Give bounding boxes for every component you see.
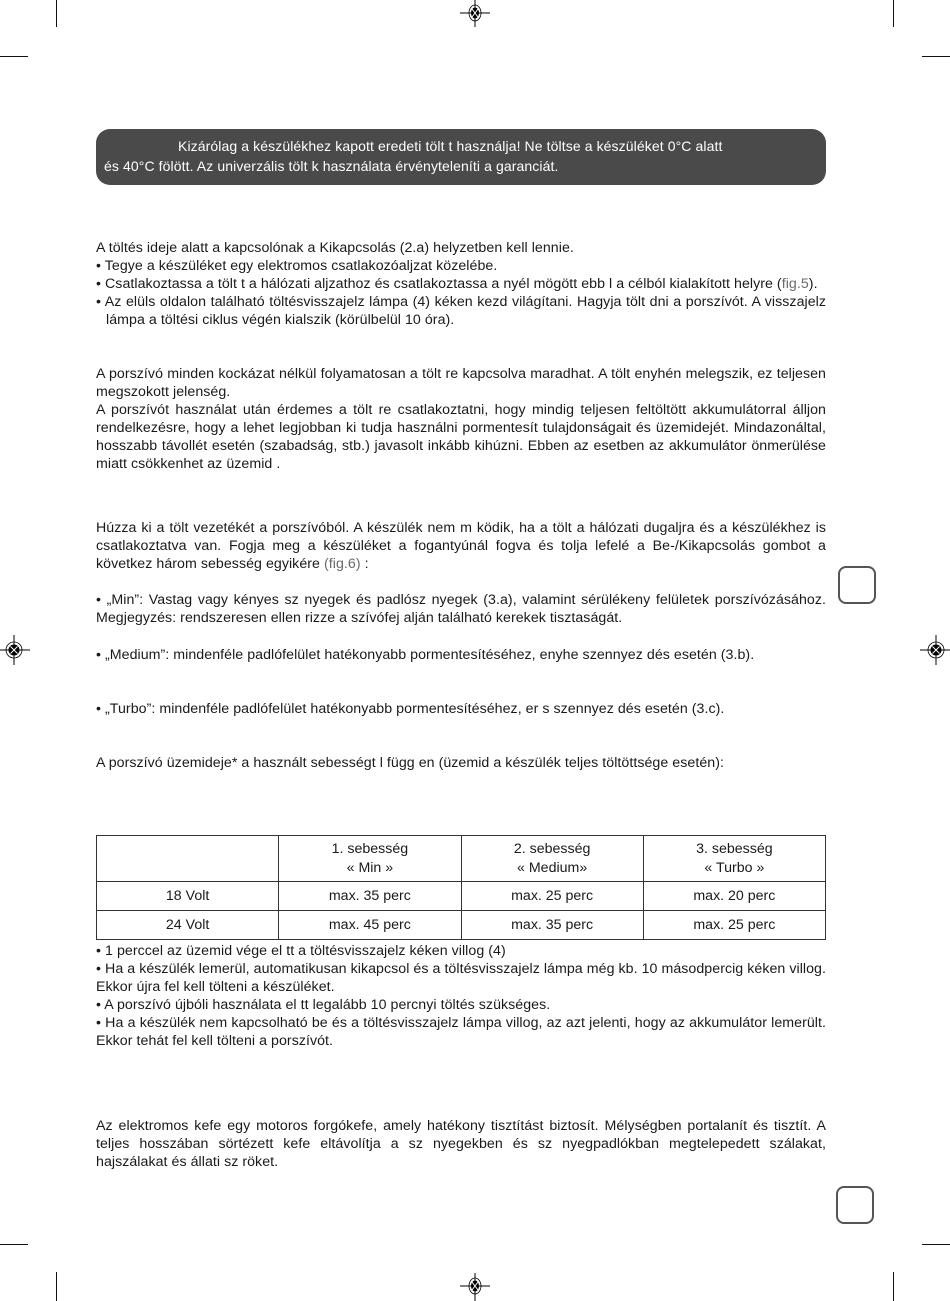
- table-header-cell: [643, 836, 825, 882]
- charging-bullet-1: • Tegye a készüléket egy elektromos csatlakozóaljzat közelébe.: [96, 258, 498, 274]
- usage-intro: [96, 519, 826, 573]
- crop-mark-left-top: [0, 56, 28, 57]
- note-3: • A porszívó újbóli használata el tt legalább 10 percnyi töltés szükséges.: [96, 997, 551, 1013]
- runtime-notes: [96, 942, 826, 1050]
- registration-mark-top-icon: [460, 0, 490, 30]
- note-2: • Ha a készülék lemerül, automatikusan kikapcsol és a töltésvisszajelz lámpa még kb. 10 másodpercig kéken villog. Ekkor újra fel kell tölteni a készüléket.: [96, 961, 826, 995]
- runtime-intro: [96, 754, 826, 772]
- table-row: [97, 882, 826, 911]
- side-tab-marker: [838, 566, 876, 604]
- header-speed-2: 2. sebesség: [513, 840, 591, 857]
- table-cell: max. 25 perc: [461, 882, 643, 911]
- table-cell: max. 25 perc: [643, 911, 825, 940]
- usage-intro-text: Húzza ki a tölt vezetékét a porszívóból. A készülék nem m ködik, ha a tölt a hálózati dugaljra és a készülékhez is csatlakoztatva van. Fogja meg a készüléket a fogantyúnál fogva és tolja lefelé a Be-/Kikapcsolás gombot a következ három sebesség egyikére: [96, 520, 826, 572]
- crop-mark-right-bottom: [922, 1244, 950, 1245]
- charging-section: [96, 239, 826, 329]
- note-1: • 1 perccel az üzemid vége el tt a töltésvisszajelz kéken villog (4): [96, 943, 506, 959]
- charging-bullet-3: • Az elüls oldalon található töltésvisszajelz lámpa (4) kéken kezd világítani. Hagyja tölt dni a porszívót. A visszajelz lámpa a töltési ciklus végén kialszik (körülbelül 10 óra).: [96, 294, 826, 328]
- header-speed-2-name: « Medium»: [517, 859, 588, 876]
- table-cell: max. 35 perc: [461, 911, 643, 940]
- registration-mark-bottom-icon: [460, 1271, 490, 1301]
- table-header-cell: [279, 836, 461, 882]
- charging-bullet-2-text: • Csatlakoztassa a tölt t a hálózati aljzathoz és csatlakoztassa a nyél mögött ebb l a célból kialakított helyre (: [96, 276, 782, 292]
- speed-medium: [96, 646, 826, 664]
- storage-para-1: A porszívó minden kockázat nélkül folyamatosan a tölt re kapcsolva maradhat. A tölt enyhén melegszik, ez teljesen megszokott jelenség.: [96, 366, 826, 400]
- crop-mark-top-right: [893, 0, 894, 27]
- crop-mark-bottom-left: [56, 1272, 57, 1301]
- note-4: • Ha a készülék nem kapcsolható be és a töltésvisszajelz lámpa villog, az azt jelenti, hogy az akkumulátor lemerült. Ekkor tehát fel kell tölteni a porszívót.: [96, 1015, 826, 1049]
- row-label: 18 Volt: [97, 882, 279, 911]
- brush-para: Az elektromos kefe egy motoros forgókefe, amely hatékony tisztítást biztosít. Mélységben portalanít és tisztít. A teljes hosszában sörtézett kefe eltávolítja a sz nyegekben és sz nyegpadlókban megtelepedett szálakat, hajszálakat és állati sz röket.: [96, 1118, 826, 1170]
- table-row: [97, 911, 826, 940]
- speed-medium-text: • „Medium”: mindenféle padlófelület hatékonyabb pormentesítéséhez, enyhe szennyez dés esetén (3.b).: [96, 647, 755, 663]
- warning-text-1: Kizárólag a készülékhez kapott eredeti tölt t használja! Ne töltse a készüléket 0°C alatt: [178, 138, 723, 154]
- table-cell: max. 35 perc: [279, 882, 461, 911]
- speed-turbo: [96, 700, 826, 718]
- header-speed-1-name: « Min »: [346, 859, 394, 876]
- registration-mark-left-icon: [0, 635, 30, 665]
- speed-min: [96, 591, 826, 627]
- warning-line-2: és 40°C fölött. Az univerzális tölt k használata érvényteleníti a garanciát.: [104, 158, 559, 174]
- storage-section: [96, 365, 826, 473]
- charging-intro: A töltés ideje alatt a kapcsolónak a Kikapcsolás (2.a) helyzetben kell lennie.: [96, 240, 574, 256]
- charging-bullet-2: [96, 275, 826, 293]
- table-header-cell: [461, 836, 643, 882]
- runtime-intro-text: A porszívó üzemideje* a használt sebességt l függ en (üzemid a készülék teljes töltöttsége esetén):: [96, 755, 724, 771]
- speed-min-text: • „Min”: Vastag vagy kényes sz nyegek és padlósz nyegek (3.a), valamint sérülékeny felületek porszívózásához. Megjegyzés: rendszeresen ellen rizze a szívófej alján található kerekek tisztaságát.: [96, 592, 826, 626]
- charging-bullet-2-end: ).: [808, 276, 818, 292]
- table-header-row: [97, 836, 826, 882]
- fig-6-reference: (fig.6): [323, 556, 361, 572]
- header-speed-3-name: « Turbo »: [704, 859, 765, 876]
- storage-para-2: A porszívót használat után érdemes a tölt re csatlakoztatni, hogy mindig teljesen feltöltött akkumulátorral álljon rendelkezésre, hogy a lehet legjobban ki tudja használni pormentesít tulajdonságait és üzemidejét. Mindazonáltal, hosszabb távollét esetén (szabadság, stb.) javasolt inkább kihúzni. Ebben az esetben az akkumulátor önmerülése miatt csökkenhet az üzemid .: [96, 402, 826, 472]
- side-tab-marker-bottom: [836, 1186, 874, 1224]
- speed-turbo-text: • „Turbo”: mindenféle padlófelület hatékonyabb pormentesítéséhez, er s szennyez dés esetén (3.c).: [96, 701, 725, 717]
- crop-mark-right-top: [922, 56, 950, 57]
- fig-5-reference: fig.5: [781, 276, 809, 292]
- usage-section: [96, 519, 826, 573]
- header-speed-1: 1. sebesség: [331, 840, 409, 857]
- runtime-table: [96, 835, 826, 940]
- usage-intro-end: :: [360, 556, 369, 572]
- warning-box: [96, 129, 826, 185]
- table-cell: max. 45 perc: [279, 911, 461, 940]
- header-speed-3: 3. sebesség: [696, 840, 773, 857]
- registration-mark-right-icon: [920, 635, 950, 665]
- table-header-cell: [97, 836, 279, 882]
- warning-line-1: [104, 136, 818, 156]
- crop-mark-top-left: [56, 0, 57, 27]
- table-cell: max. 20 perc: [643, 882, 825, 911]
- brush-section: [96, 1117, 826, 1171]
- row-label: 24 Volt: [97, 911, 279, 940]
- crop-mark-bottom-right: [893, 1272, 894, 1301]
- crop-mark-left-bottom: [0, 1244, 28, 1245]
